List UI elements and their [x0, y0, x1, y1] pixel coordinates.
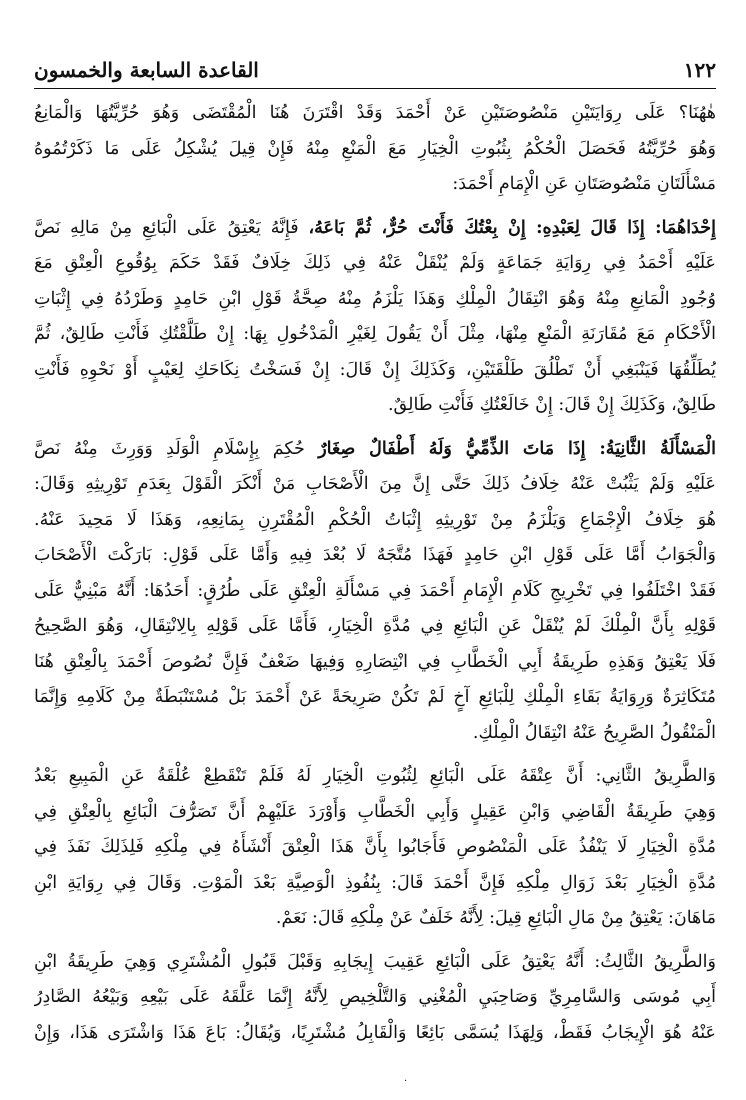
text-line: وُجُودِ الْمَانِعِ مِنْهُ وَهُوَ انْتِقَالُ الْمِلْكِ وَهَذَا يَلْزَمُ مِنْهُ صِحَّةُ قَوْلِ ابْنِ حَامِدٍ وَطَرْدُهُ فِي إِثْبَاتِ — [34, 288, 716, 309]
text-line: يُطَلِّقُهَا فَيَنْبَغِي أَنْ تَطْلُقَ طَلْقَتَيْنِ، وَكَذَلِكَ إِنْ قَالَ: إِنْ فَسَخْتُ نِكَاحَكِ لِعَيْبٍ أَوْ نَحْوِهِ فَأَنْتِ — [34, 359, 716, 380]
text-line: عَنْهُ هُوَ الْإِيجَابُ فَقَطْ، وَلِهَذَا يُسَمَّى بَائِعًا وَالْقَابِلُ مُشْتَرِيًا، وَيُقَالُ: بَاعَ هَذَا وَاشْتَرَى هَذَا، وَإِنْ — [34, 1022, 716, 1043]
chapter-title: القاعدة السابعة والخمسون — [34, 58, 259, 82]
text-line: الْأَحْكَامِ مَعَ مُقَارَنَةِ الْمَنْعِ مِنْهَا، مِثْلَ أَنْ يَقُولَ لِغَيْرِ الْمَدْخُولِ بِهَا: إِنْ طَلَّقْتُكِ فَأَنْتِ طَالِقٌ، ثُمَّ — [34, 324, 716, 344]
text-line: عَلَيْهِ وَلَمْ يَثْبُتْ عَنْهُ خِلَافُ ذَلِكَ حَتَّى إِنَّ مِنَ الْأَصْحَابِ مَنْ أَنْكَرَ الْقَوْلَ بِعَدَمِ تَوْرِيثِهِ وَقَالَ: — [34, 474, 716, 494]
text-line: وَهِيَ طَرِيقَةُ الْقَاضِي وَابْنِ عَقِيلٍ وَأَبِي الْخَطَّابِ وَأَوْرَدَ عَلَيْهِمْ أَنَّ تَصَرُّفَ الْبَائِعِ بِالْعِتْقِ فِي — [34, 801, 716, 822]
text-line — [34, 211, 716, 247]
text-line — [34, 432, 716, 468]
text-line: طَالِقٌ، وَكَذَلِكَ إِنْ قَالَ: إِنْ خَالَعْتُكِ فَأَنْتِ طَالِقٌ. — [387, 395, 716, 415]
text-line: عَلَيْهِ أَحْمَدُ فِي رِوَايَةِ جَمَاعَةٍ وَلَمْ يُنْقَلْ عَنْهُ فِي ذَلِكَ خِلَافٌ فَقَدْ حَكَمَ بِوُقُوعِ الْعِتْقِ مَعَ — [34, 253, 716, 273]
paragraph-2 — [34, 211, 716, 424]
issue-one-heading: إِحْدَاهُمَا: إِذَا قَالَ لِعَبْدِهِ: إِنْ بِعْتُكَ فَأَنْتَ حُرٌّ، ثُمَّ بَاعَهُ، — [308, 217, 716, 238]
paragraph-3 — [34, 432, 716, 752]
text-line: وَالطَّرِيقُ الثَّانِي: أَنَّ عِتْقَهُ عَلَى الْبَائِعِ لِثُبُوتِ الْخِيَارِ لَهُ فَلَمْ تَنْقَطِعْ عُلْقَةُ عَنِ الْمَبِيعِ بَعْدُ — [34, 766, 716, 786]
header-rule — [34, 88, 716, 89]
text-run: حُكِمَ بِإِسْلَامِ الْوَلَدِ وَوَرِثَ مِنْهُ نَصَّ — [34, 438, 305, 459]
text-line: مُتَكَاثِرَةٌ وَرِوَايَةُ بَقَاءِ الْمِلْكِ لِلْبَائِعِ آخٍ لَمْ تَكُنْ صَرِيحَةً عَنْ أَحْمَدَ بَلْ مُسْتَنْبَطَةٌ مِنْ كَلَامِهِ وَإِنَّمَا — [34, 687, 716, 707]
page-body — [34, 96, 716, 1051]
text-line: وَهُوَ حُرِّيَّتُهُ فَحَصَلَ الْحُكْمُ بِثُبُوتِ الْخِيَارِ مَعَ الْمَنْعِ مِنْهُ فَإِنْ قِيلَ يُشْكِلُ عَلَى مَا ذَكَرْتُمُوهُ — [34, 138, 716, 159]
text-line: وَالْجَوَابُ أَمَّا عَلَى قَوْلِ ابْنِ حَامِدٍ فَهَذَا مُتَّجَهٌ لَا بُعْدَ فِيهِ وَأَمَّا عَلَى قَوْلِ: بَارَكْتَ الْأَصْحَابَ — [34, 545, 716, 565]
text-line: أَبِي مُوسَى وَالسَّامِرِيِّ وَصَاحِبَيِ الْمُغْنِي وَالتَّلْخِيصِ لِأَنَّهُ إِنَّمَا عَلَّقَهُ عَلَى بَيْعِهِ وَبَيْعُهُ الصَّادِرُ — [34, 987, 716, 1007]
text-line: وَالطَّرِيقُ الثَّالِثُ: أَنَّهُ يَعْتِقُ عَلَى الْبَائِعِ عَقِيبَ إِيجَابِهِ وَقَبْلَ قَبُولِ الْمُشْتَرِي وَهِيَ طَرِيقَةُ ابْنِ — [34, 951, 716, 972]
text-line: فَقَدْ اخْتَلَفُوا فِي تَخْرِيجِ كَلَامِ الْإِمَامِ أَحْمَدَ فِي مَسْأَلَةِ الْعِتْقِ عَلَى طُرُقٍ: أَحَدُهَا: أَنَّهُ مَبْنِيٌّ عَلَى — [34, 580, 716, 601]
footer-mark: · — [404, 1076, 408, 1087]
text-line: مَاهَانَ: يَعْتِقُ مِنْ مَالِ الْبَائِعِ قِيلَ: لِأَنَّهُ خَلَفٌ عَنْ مِلْكِهِ قَالَ: نَعَمْ. — [275, 908, 716, 928]
text-run: فَإِنَّهُ يَعْتِقُ عَلَى الْبَائِعِ مِنْ مَالِهِ نَصَّ — [34, 217, 299, 238]
text-line: مُدَّةِ الْخِيَارِ بَعْدَ زَوَالِ مِلْكِهِ فَإِنَّ أَحْمَدَ قَالَ: بِنُفُوذِ الْوَصِيَّةِ بَعْدَ الْمَوْتِ. وَقَالَ فِي رِوَايَةِ ابْنِ — [34, 872, 716, 893]
text-line: هٰهُنَا؟ عَلَى رِوَايَتَيْنِ مَنْصُوصَتَيْنِ عَنْ أَحْمَدَ وَقَدْ اقْتَرَنَ هُنَا الْمُقْتَضَى وَهُوَ حُرِّيَّتُهَا وَالْمَانِعُ — [34, 103, 716, 123]
text-line: مَسْأَلَتَانِ مَنْصُوصَتَانِ عَنِ الْإِمَامِ أَحْمَدَ: — [452, 174, 716, 194]
text-line: الْمَنْقُولُ الصَّرِيحُ عَنْهُ انْتِقَالُ الْمِلْكِ. — [472, 722, 716, 743]
paragraph-4 — [34, 759, 716, 937]
text-line: هُوَ خِلَافُ الْإِجْمَاعِ وَيَلْزَمُ مِنْ تَوْرِيثِهِ إِثْبَاتُ الْحُكْمِ الْمُقْتَرِنِ بِمَانِعِهِ، وَهَذَا لَا مَحِيدَ عَنْهُ. — [34, 509, 716, 530]
paragraph-5 — [34, 945, 716, 1052]
text-line: قَوْلِهِ بِأَنَّ الْمِلْكَ لَمْ يُنْقَلْ عَنِ الْبَائِعِ فِي مُدَّةِ الْخِيَارِ، فَأَمَّا عَلَى قَوْلِهِ بِالِانْتِقَالِ، وَهُوَ الصَّحِيحُ — [34, 616, 716, 636]
paragraph-1 — [34, 96, 716, 203]
text-line: فَلَا يَعْتِقُ وَهَذِهِ طَرِيقَةُ أَبِي الْخَطَّابِ فِي انْتِصَارِهِ وَفِيهَا ضَعْفٌ فَإِنَّ نُصُوصَ أَحْمَدَ بِالْعِتْقِ هُنَا — [34, 651, 716, 672]
page-number: ١٢٢ — [683, 58, 716, 82]
text-line: مُدَّةِ الْخِيَارِ لَا يَنْفُذُ عَلَى الْمَنْصُوصِ فَأَجَابُوا بِأَنَّ هَذَا الْعِتْقَ أَنْشَأَهُ فِي مِلْكِهِ فَلِذَلِكَ نَفَذَ فِي — [34, 837, 716, 857]
running-header — [34, 58, 716, 86]
issue-two-heading: الْمَسْأَلَةُ الثَّانِيَةُ: إِذَا مَاتَ الذِّمِّيُّ وَلَهُ أَطْفَالٌ صِغَارٌ — [318, 438, 716, 459]
